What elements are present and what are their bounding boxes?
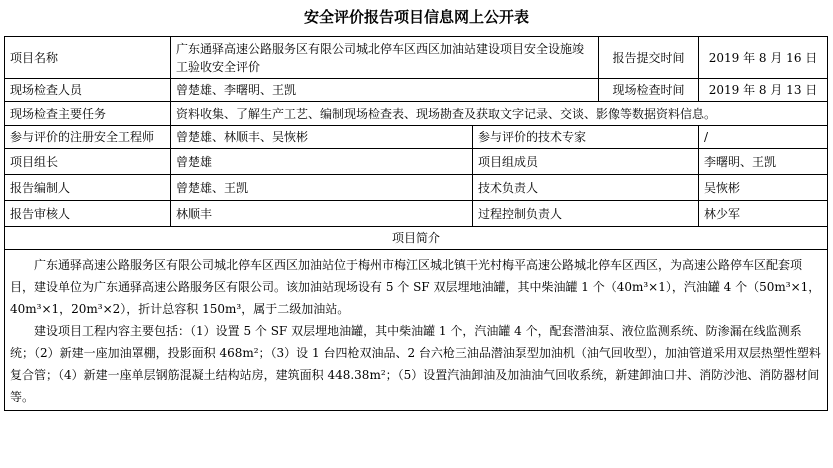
engineers-value: 曾楚雄、林顺丰、吴恢彬 bbox=[171, 126, 473, 149]
summary-paragraph-2: 建设项目工程内容主要包括：（1）设置 5 个 SF 双层埋地油罐，其中柴油罐 1 个，汽油罐 4 个，配套潜油泵、液位监测系统、防渗漏在线监测系统；（2）新建一座加油罩棚，投影面积 468m²；（3）设 1 台四枪双油品、2 台六枪三油品潜油泵型加油机（油气回收型），加油管道采用双层热塑性塑料复合管；（4）新建一座单层钢筋混凝土结构站房，建筑面积 448.38m²；（5）设置汽油卸油及加油油气回收系统，新建卸油口井、消防沙池、消防器材间等。 bbox=[10, 324, 821, 404]
info-table bbox=[4, 36, 828, 411]
engineers-label: 参与评价的注册安全工程师 bbox=[5, 126, 171, 149]
tasks-value: 资料收集、了解生产工艺、编制现场检查表、现场勘查及获取文字记录、交谈、影像等数据资料信息。 bbox=[171, 102, 828, 126]
expert-label: 参与评价的技术专家 bbox=[473, 126, 699, 149]
process-control-label: 过程控制负责人 bbox=[473, 201, 699, 227]
summary-paragraph-1: 广东通驿高速公路服务区有限公司城北停车区西区加油站位于梅州市梅江区城北镇干光村梅平高速公路城北停车区西区，为高速公路停车区配套项目，建设单位为广东通驿高速公路服务区有限公司。该加油站现场设有 5 个 SF 双层埋地油罐，其中柴油罐 1 个（40m³×1），汽油罐 4 个（50m³×1，40m³×1，20m³×2），折计总容积 150m³，属于二级加油站。 bbox=[10, 258, 821, 316]
table-row bbox=[5, 37, 828, 79]
authors-value: 曾楚雄、王凯 bbox=[171, 175, 473, 201]
page-title: 安全评价报告项目信息网上公开表 bbox=[303, 8, 529, 26]
members-label: 项目组成员 bbox=[473, 149, 699, 175]
inspectors-label: 现场检查人员 bbox=[5, 79, 171, 102]
submit-time-label: 报告提交时间 bbox=[599, 37, 699, 79]
tech-lead-value: 吴恢彬 bbox=[699, 175, 828, 201]
inspection-time-label: 现场检查时间 bbox=[599, 79, 699, 102]
table-row bbox=[5, 126, 828, 149]
tasks-label: 现场检查主要任务 bbox=[5, 102, 171, 126]
project-name-value: 广东通驿高速公路服务区有限公司城北停车区西区加油站建设项目安全设施竣工验收安全评价 bbox=[171, 37, 599, 79]
table-row bbox=[5, 175, 828, 201]
summary-cell bbox=[5, 250, 828, 411]
tech-lead-label: 技术负责人 bbox=[473, 175, 699, 201]
table-row bbox=[5, 149, 828, 175]
process-control-value: 林少军 bbox=[699, 201, 828, 227]
leader-label: 项目组长 bbox=[5, 149, 171, 175]
inspectors-value: 曾楚雄、李曙明、王凯 bbox=[171, 79, 599, 102]
expert-value: / bbox=[699, 126, 828, 149]
table-row bbox=[5, 201, 828, 227]
authors-label: 报告编制人 bbox=[5, 175, 171, 201]
submit-time-value: 2019 年 8 月 16 日 bbox=[699, 37, 828, 79]
reviewer-value: 林顺丰 bbox=[171, 201, 473, 227]
table-row bbox=[5, 227, 828, 250]
inspection-time-value: 2019 年 8 月 13 日 bbox=[699, 79, 828, 102]
members-value: 李曙明、王凯 bbox=[699, 149, 828, 175]
table-row bbox=[5, 79, 828, 102]
table-row bbox=[5, 250, 828, 411]
table-row bbox=[5, 102, 828, 126]
summary-heading: 项目简介 bbox=[5, 227, 828, 250]
leader-value: 曾楚雄 bbox=[171, 149, 473, 175]
reviewer-label: 报告审核人 bbox=[5, 201, 171, 227]
project-name-label: 项目名称 bbox=[5, 37, 171, 79]
